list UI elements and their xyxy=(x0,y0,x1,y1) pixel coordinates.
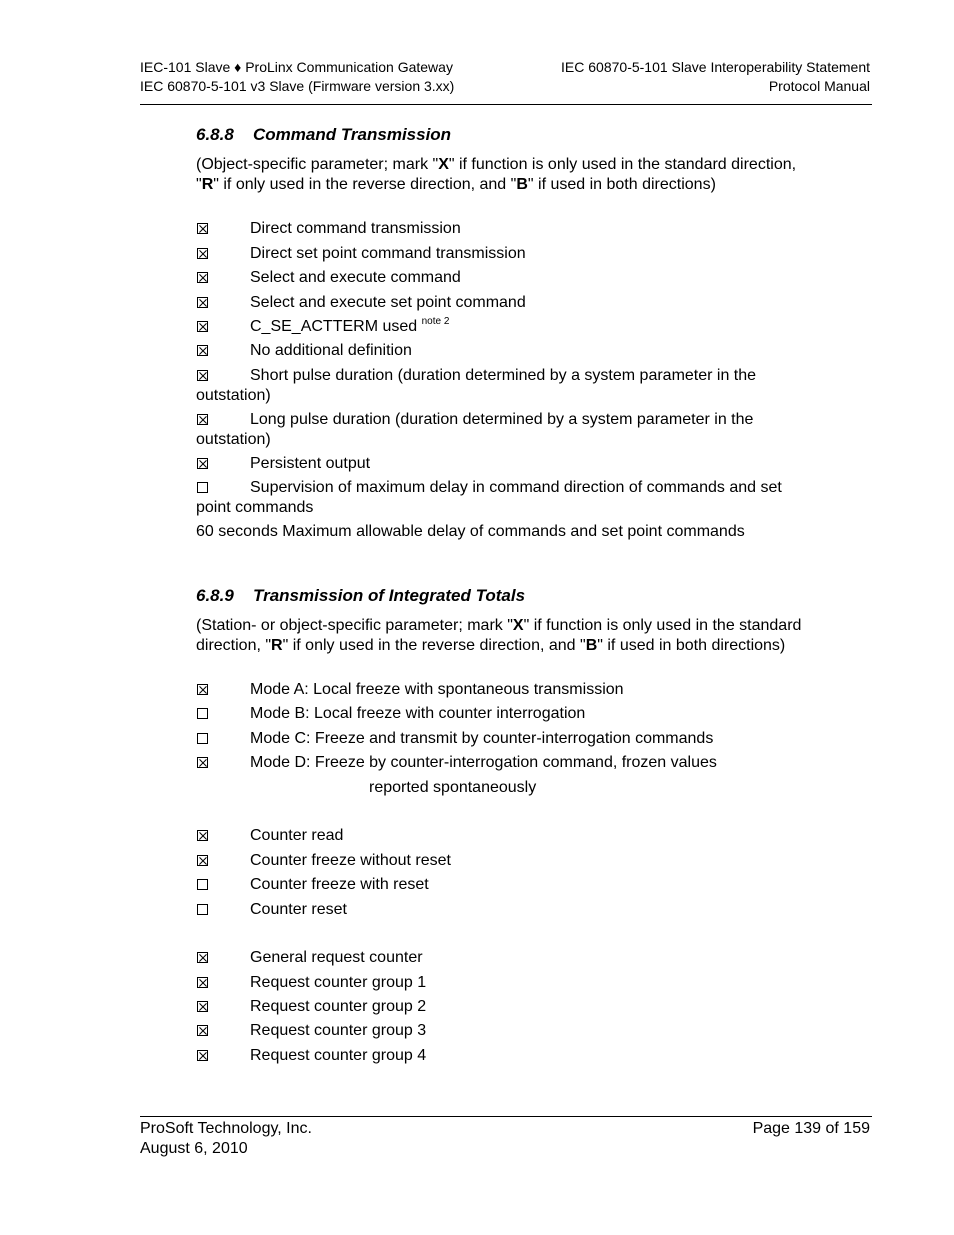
checkbox-item xyxy=(196,948,806,968)
intro-text: " if only used in the reverse direction, and " xyxy=(213,176,517,193)
unchecked-box-icon[interactable] xyxy=(197,904,208,915)
checkbox-label: Request counter group 2 xyxy=(250,998,427,1015)
checked-box-icon[interactable] xyxy=(197,297,208,308)
checkbox-item xyxy=(196,478,806,518)
checkbox-item xyxy=(196,973,806,993)
checkbox-label: No additional definition xyxy=(250,342,412,359)
checkbox-label: Mode A: Local freeze with spontaneous transmission xyxy=(250,681,624,698)
checkbox-label: Select and execute set point command xyxy=(250,294,526,311)
section-heading-command-transmission xyxy=(196,125,451,145)
checkbox-item xyxy=(196,268,806,288)
checkbox-item xyxy=(196,704,806,724)
checked-box-icon[interactable] xyxy=(197,757,208,768)
checkbox-item xyxy=(196,219,806,239)
unchecked-box-icon[interactable] xyxy=(197,733,208,744)
checkbox-label: General request counter xyxy=(250,949,423,966)
checkbox-item xyxy=(196,997,806,1017)
checked-box-icon[interactable] xyxy=(197,321,208,332)
checkbox-label: Direct command transmission xyxy=(250,220,461,237)
checkbox-label: Mode D: Freeze by counter-interrogation command, frozen values xyxy=(250,754,717,771)
checkbox-label: Counter freeze with reset xyxy=(250,876,429,893)
footer-divider xyxy=(140,1116,872,1117)
footnote-ref: note 2 xyxy=(421,316,450,327)
checked-box-icon[interactable] xyxy=(197,223,208,234)
checked-box-icon[interactable] xyxy=(197,684,208,695)
intro-text: (Station- or object-specific parameter; mark " xyxy=(196,617,513,634)
checkbox-item xyxy=(196,851,806,871)
checkbox-item xyxy=(196,826,806,846)
unchecked-box-icon[interactable] xyxy=(197,879,208,890)
footer-company: ProSoft Technology, Inc. xyxy=(140,1120,312,1137)
header-manual: Protocol Manual xyxy=(768,78,870,94)
page-footer-right xyxy=(753,1119,870,1139)
checkbox-item xyxy=(196,317,806,337)
header-firmware: IEC 60870-5-101 v3 Slave (Firmware version 3.xx) xyxy=(140,78,455,94)
intro-text: " if used in both directions) xyxy=(527,176,716,193)
section-number: 6.8.9 xyxy=(196,586,234,605)
intro-mark-b: B xyxy=(585,637,598,654)
intro-mark-b: B xyxy=(516,176,528,193)
checkbox-label: Mode B: Local freeze with counter interrogation xyxy=(250,705,586,722)
checkbox-label: Counter read xyxy=(250,827,344,844)
checked-box-icon[interactable] xyxy=(197,830,208,841)
checkbox-item xyxy=(196,875,806,895)
checkbox-label: Counter reset xyxy=(250,901,347,918)
page-header-right xyxy=(561,58,870,96)
section-intro xyxy=(196,155,806,195)
checkbox-item xyxy=(196,244,806,264)
footer-page-number: Page 139 of 159 xyxy=(752,1120,870,1137)
section-title: Command Transmission xyxy=(253,125,452,144)
checkbox-item xyxy=(196,1021,806,1041)
checkbox-item xyxy=(196,341,806,361)
max-delay-text: 60 seconds Maximum allowable delay of commands and set point commands xyxy=(196,523,745,540)
checkbox-item xyxy=(196,293,806,313)
intro-text: " if function is only used in the standard direction, " xyxy=(196,156,797,193)
intro-text: (Object-specific parameter; mark " xyxy=(196,156,439,173)
unchecked-box-icon[interactable] xyxy=(197,708,208,719)
checkbox-label: C_SE_ACTTERM used xyxy=(250,318,422,335)
checked-box-icon[interactable] xyxy=(197,977,208,988)
checkbox-label: Mode C: Freeze and transmit by counter-interrogation commands xyxy=(250,730,714,747)
intro-mark-x: X xyxy=(512,617,524,634)
intro-text: " if only used in the reverse direction, and " xyxy=(282,637,586,654)
checkbox-item xyxy=(196,900,806,920)
checkbox-label: Request counter group 4 xyxy=(250,1047,427,1064)
checkbox-item xyxy=(196,366,806,406)
checked-box-icon[interactable] xyxy=(197,952,208,963)
checkbox-label: Direct set point command transmission xyxy=(250,245,526,262)
checkbox-label: Long pulse duration (duration determined by a system parameter in the outstation) xyxy=(196,411,754,448)
checked-box-icon[interactable] xyxy=(197,458,208,469)
checkbox-label: Request counter group 1 xyxy=(250,974,427,991)
checked-box-icon[interactable] xyxy=(197,345,208,356)
intro-text: " if function is only used in the standard direction, " xyxy=(196,617,802,654)
intro-mark-r: R xyxy=(271,637,283,654)
header-chapter: IEC 60870-5-101 Slave Interoperability Statement xyxy=(561,59,870,75)
footer-date: August 6, 2010 xyxy=(140,1140,248,1157)
checked-box-icon[interactable] xyxy=(197,272,208,283)
intro-mark-x: X xyxy=(438,156,449,173)
checkbox-item xyxy=(196,680,806,700)
checkbox-item xyxy=(196,410,806,450)
unchecked-box-icon[interactable] xyxy=(197,482,208,493)
intro-text: " if used in both directions) xyxy=(597,637,786,654)
page-footer-left xyxy=(140,1119,312,1159)
mode-d-continuation: reported spontaneously xyxy=(369,779,537,796)
checkbox-label: Counter freeze without reset xyxy=(250,852,451,869)
checked-box-icon[interactable] xyxy=(197,370,208,381)
checkbox-label: Request counter group 3 xyxy=(250,1022,427,1039)
section-title: Transmission of Integrated Totals xyxy=(253,586,526,605)
checkbox-label: Persistent output xyxy=(250,455,371,472)
checkbox-item xyxy=(196,454,806,474)
section-number: 6.8.8 xyxy=(196,125,234,144)
page-header-left xyxy=(140,58,454,96)
checked-box-icon[interactable] xyxy=(197,414,208,425)
checked-box-icon[interactable] xyxy=(197,248,208,259)
checkbox-item xyxy=(196,729,806,749)
checked-box-icon[interactable] xyxy=(197,1001,208,1012)
intro-mark-r: R xyxy=(201,176,214,193)
checkbox-item xyxy=(196,1046,806,1066)
checkbox-item xyxy=(196,753,806,773)
checked-box-icon[interactable] xyxy=(197,855,208,866)
checkbox-label: Select and execute command xyxy=(250,269,461,286)
header-product: IEC-101 Slave ♦ ProLinx Communication Gateway xyxy=(140,59,453,75)
checked-box-icon[interactable] xyxy=(197,1050,208,1061)
header-divider xyxy=(140,104,872,105)
checkbox-label: Supervision of maximum delay in command direction of commands and set point commands xyxy=(196,479,782,516)
section-intro xyxy=(196,616,806,656)
checked-box-icon[interactable] xyxy=(197,1025,208,1036)
section-heading-integrated-totals xyxy=(196,586,525,606)
checkbox-label: Short pulse duration (duration determined by a system parameter in the outstation) xyxy=(196,367,757,404)
